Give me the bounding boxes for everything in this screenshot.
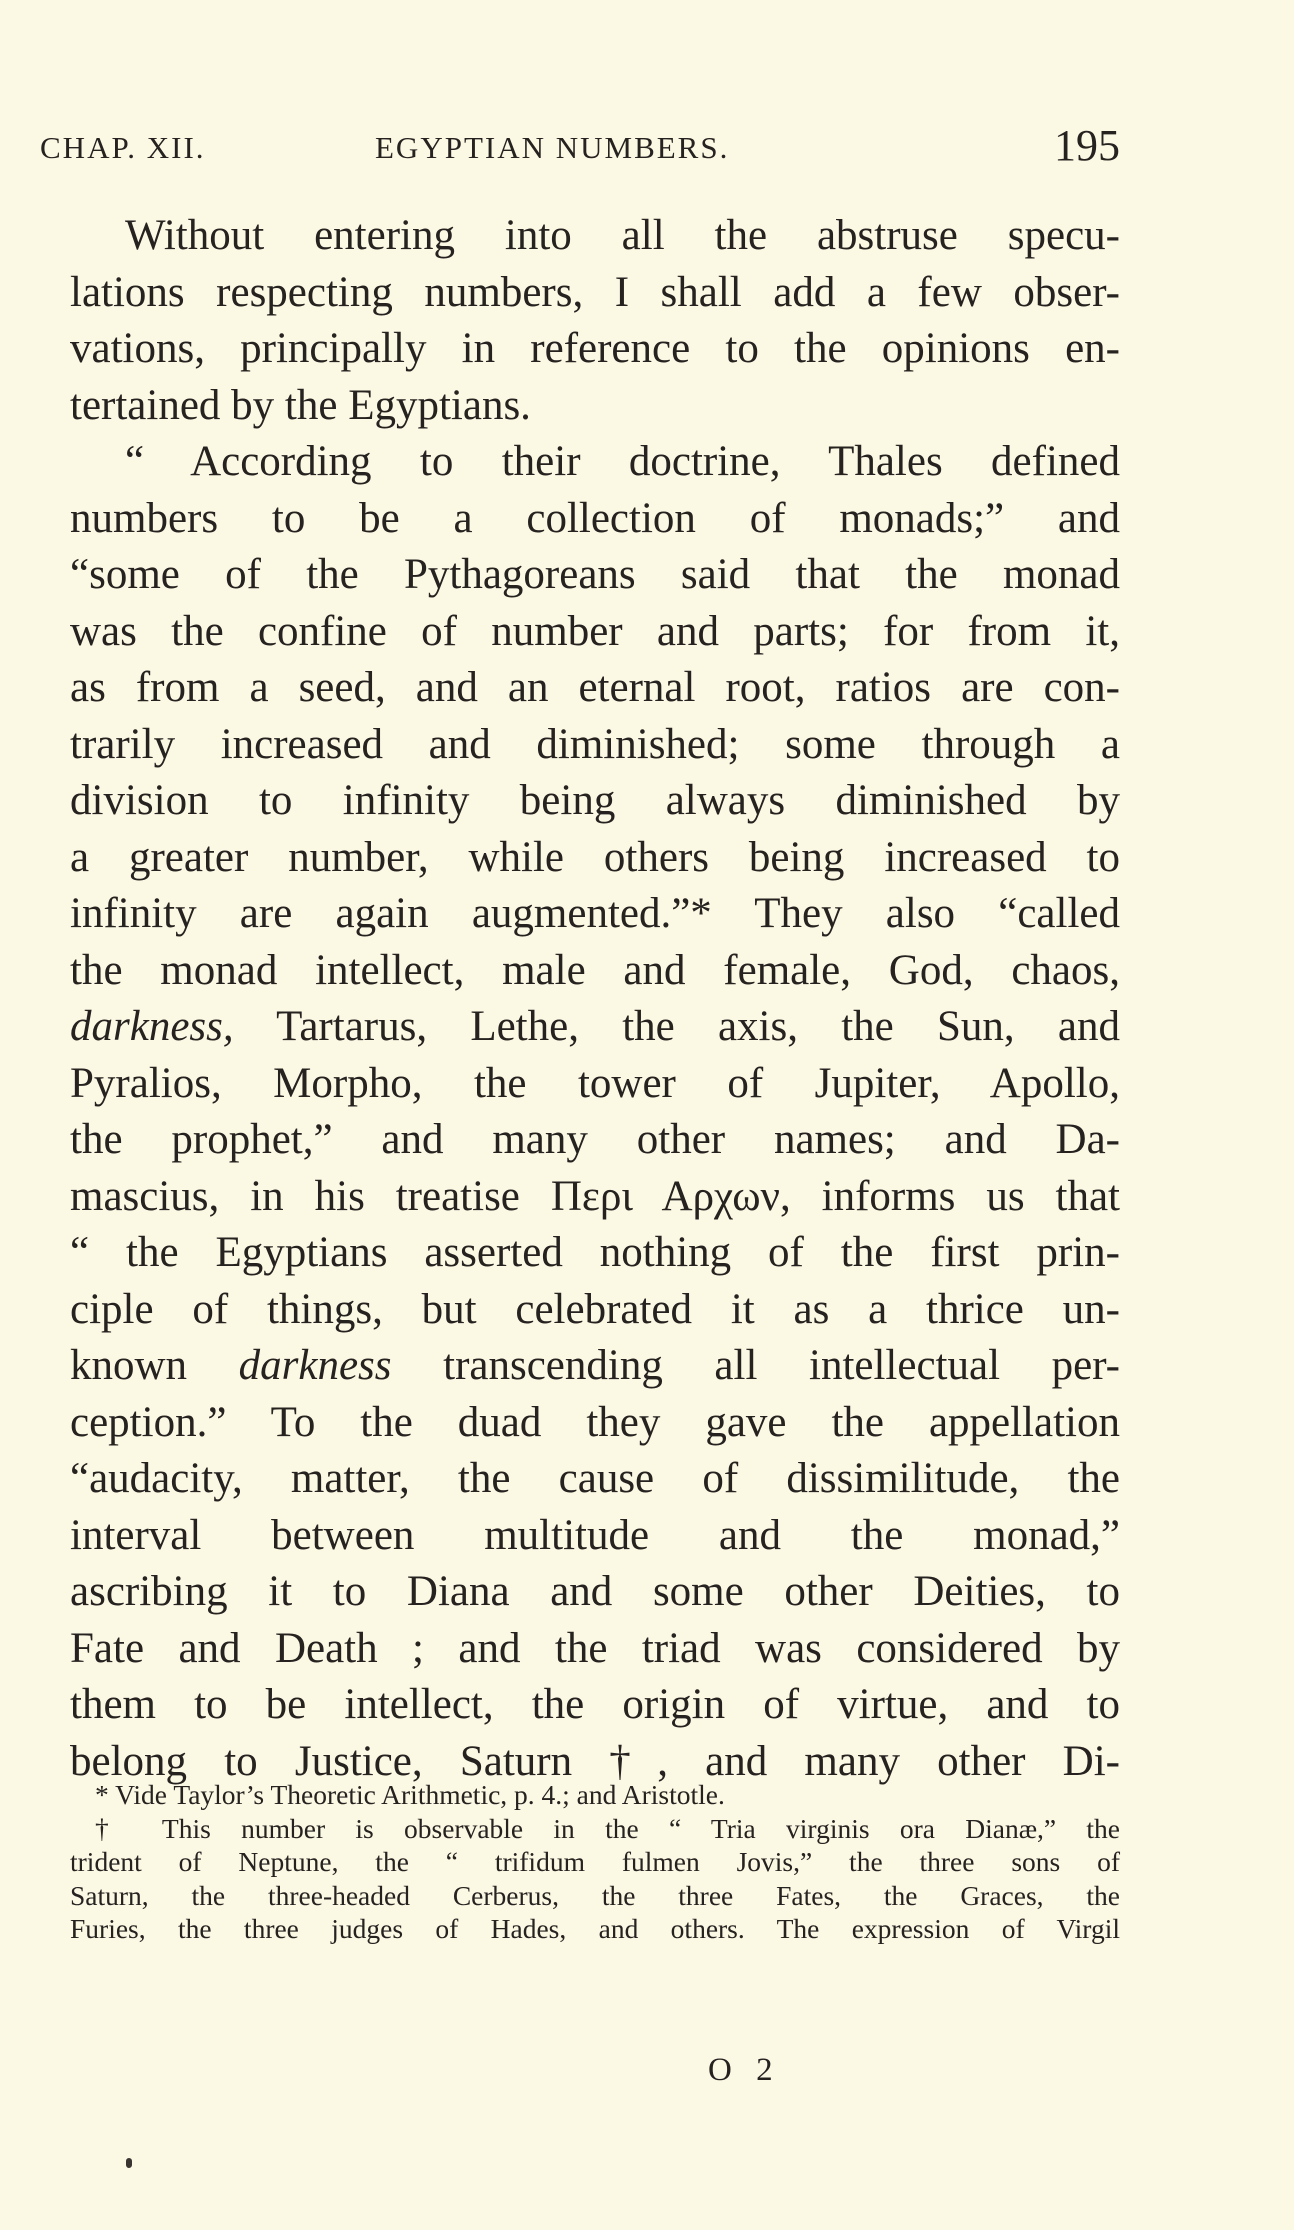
text-line xyxy=(70,1621,1120,1678)
text-line-italic: darkness xyxy=(238,1342,392,1389)
footnote-line-text: † This number is observable in the “ Tria virginis ora Dianæ,” the xyxy=(95,1812,1120,1844)
text-line xyxy=(70,1225,1120,1282)
text-line-text: interval between multitude and the monad,” xyxy=(70,1511,1120,1559)
text-line xyxy=(70,208,1120,265)
page-number: 195 xyxy=(1054,121,1120,170)
text-line-text: division to infinity being always diminished by xyxy=(70,777,1120,824)
footnote-line xyxy=(70,1912,1120,1946)
text-line xyxy=(70,1508,1120,1565)
text-line-rest: transcending all intellectual per- xyxy=(391,1342,1120,1389)
text-line-italic: darkness, xyxy=(70,1003,234,1050)
footnote-line-text: Furies, the three judges of Hades, and others. The expression of Virgil xyxy=(70,1913,1120,1944)
text-line xyxy=(70,886,1120,943)
body-text xyxy=(70,208,1120,1790)
footnote-line-text: trident of Neptune, the “ trifidum fulmen Jovis,” the three sons of xyxy=(70,1846,1120,1877)
text-line-text: lations respecting numbers, I shall add a few obser- xyxy=(70,268,1120,316)
text-line-text: a greater number, while others being increased to xyxy=(70,833,1120,881)
text-line-rest: Tartarus, Lethe, the axis, the Sun, and xyxy=(233,1003,1120,1050)
text-line-text: ciple of things, but celebrated it as a thrice un- xyxy=(70,1285,1120,1333)
text-line xyxy=(70,1677,1120,1734)
footnote-line xyxy=(70,1778,1120,1812)
text-line xyxy=(70,1395,1120,1452)
text-line xyxy=(70,1169,1120,1226)
footnote-line xyxy=(70,1879,1120,1913)
text-line xyxy=(70,434,1120,491)
footnote-line xyxy=(70,1845,1120,1879)
text-line-text: Without entering into all the abstruse specu- xyxy=(125,212,1120,259)
text-line xyxy=(70,547,1120,604)
footnote-line-italic: Vide xyxy=(115,1779,167,1810)
text-line-text: Fate and Death ; and the triad was considered by xyxy=(70,1624,1120,1672)
text-line xyxy=(70,717,1120,774)
text-line-text: was the confine of number and parts; for from it, xyxy=(70,607,1120,655)
text-line xyxy=(70,265,1120,322)
text-line-text: “ the Egyptians asserted nothing of the first prin- xyxy=(70,1229,1120,1276)
running-head xyxy=(40,120,1120,176)
text-line-text: infinity are again augmented.”* They also “called xyxy=(70,890,1120,937)
text-line-text: Pyralios, Morpho, the tower of Jupiter, Apollo, xyxy=(70,1059,1120,1107)
text-line xyxy=(70,1564,1120,1621)
running-title: EGYPTIAN NUMBERS. xyxy=(375,130,730,165)
text-line xyxy=(70,604,1120,661)
signature-mark: O 2 xyxy=(708,2052,781,2088)
text-line xyxy=(70,773,1120,830)
text-line xyxy=(70,1112,1120,1169)
text-line-text: “audacity, matter, the cause of dissimilitude, the xyxy=(70,1455,1120,1502)
text-line xyxy=(70,1451,1120,1508)
text-line-text: ception.” To the duad they gave the appellation xyxy=(70,1398,1120,1446)
footnote-line-mark: * xyxy=(95,1779,116,1810)
footnote-line-text: Saturn, the three-headed Cerberus, the three Fates, the Graces, the xyxy=(70,1879,1120,1911)
text-line-text: the prophet,” and many other names; and Da- xyxy=(70,1116,1120,1163)
footnote-line xyxy=(70,1812,1120,1846)
footnotes xyxy=(70,1778,1120,1946)
text-line-text: numbers to be a collection of monads;” and xyxy=(70,494,1120,542)
text-line xyxy=(70,660,1120,717)
footnote-line-rest: Taylor’s Theoretic Arithmetic, p. 4.; and Aristotle. xyxy=(166,1779,725,1810)
text-line-text: vations, principally in reference to the opinions en- xyxy=(70,325,1120,372)
text-line-text: as from a seed, and an eternal root, ratios are con- xyxy=(70,664,1120,711)
text-line-text: “ According to their doctrine, Thales defined xyxy=(125,438,1120,485)
text-line xyxy=(70,999,1120,1056)
text-line-text: “some of the Pythagoreans said that the monad xyxy=(70,551,1120,598)
text-line-text: mascius, in his treatise Περι Αρχων, informs us that xyxy=(70,1172,1120,1220)
text-line xyxy=(70,1056,1120,1113)
text-line xyxy=(70,1338,1120,1395)
text-line-text: them to be intellect, the origin of virtue, and to xyxy=(70,1681,1120,1728)
text-line-lead: known xyxy=(70,1342,239,1389)
text-line xyxy=(70,321,1120,378)
text-line xyxy=(70,1282,1120,1339)
text-line-text: ascribing it to Diana and some other Deities, to xyxy=(70,1568,1120,1615)
text-line xyxy=(70,830,1120,887)
text-line xyxy=(70,943,1120,1000)
ink-speck xyxy=(126,2158,132,2168)
text-line-text: belong to Justice, Saturn †, and many other Di- xyxy=(70,1737,1120,1785)
text-line xyxy=(70,491,1120,548)
chapter-label: CHAP. XII. xyxy=(40,130,206,165)
text-line-text: tertained by the Egyptians. xyxy=(70,381,531,429)
text-line-text: the monad intellect, male and female, God, chaos, xyxy=(70,946,1120,994)
text-line-text: trarily increased and diminished; some through a xyxy=(70,720,1120,768)
text-line xyxy=(70,378,1120,435)
